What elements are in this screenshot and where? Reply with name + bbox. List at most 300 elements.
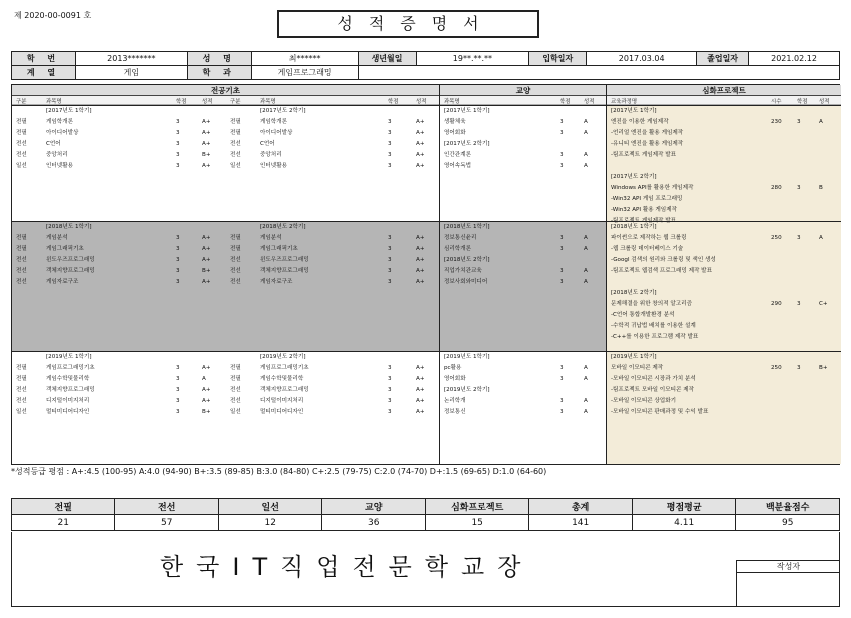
cell-grade: B+ — [819, 365, 828, 371]
table-row — [12, 139, 439, 150]
cell-credit: 3 — [176, 163, 180, 169]
name-value: 최****** — [251, 52, 358, 66]
col-subject: 과목명 — [46, 99, 62, 105]
table-row — [440, 363, 606, 374]
cell-type: 전필 — [230, 246, 241, 252]
cell-grade: A+ — [416, 365, 425, 371]
department-label: 학 과 — [187, 66, 251, 80]
liberal-section-title: 교양 — [440, 85, 606, 96]
summary-value: 36 — [322, 515, 425, 531]
cell-grade: A+ — [202, 130, 211, 136]
cell-credit: 3 — [388, 268, 392, 274]
cell-type: 전선 — [230, 257, 241, 263]
table-row — [607, 139, 841, 150]
cell-grade: A+ — [202, 141, 211, 147]
major-section — [12, 85, 440, 464]
cell-grade: A+ — [416, 246, 425, 252]
cell-subject: 게임학개론 — [46, 119, 74, 125]
cell-grade: A — [584, 246, 588, 252]
cell-subject: 멀티미디어디자인 — [260, 409, 304, 415]
cell-subject: C언어 — [46, 141, 61, 147]
table-row — [607, 183, 841, 194]
cell-credit: 3 — [797, 365, 801, 371]
student-info-table — [11, 51, 840, 80]
table-row — [440, 233, 606, 244]
table-row — [607, 161, 841, 172]
track-value: 게임 — [75, 66, 187, 80]
cell-course: -모바일 이모티콘 상업화기 — [611, 398, 677, 404]
table-row — [607, 266, 841, 277]
cell-course: -C언어 통합개발환경 분석 — [611, 312, 675, 318]
table-row — [12, 277, 439, 288]
table-row — [440, 277, 606, 288]
cell-type: 전선 — [230, 141, 241, 147]
summary-header-row — [12, 499, 840, 515]
cell-course: -웹 크롤링 데이터베이스 기술 — [611, 246, 684, 252]
cell-credit: 3 — [560, 152, 564, 158]
student-id-label: 학 번 — [12, 52, 76, 66]
cell-credit: 3 — [388, 376, 392, 382]
cell-grade: A+ — [416, 387, 425, 393]
department-value: 게임프로그래밍 — [251, 66, 358, 80]
major-section-title: 전공기초 — [12, 85, 439, 96]
table-row — [607, 332, 841, 343]
table-row — [440, 222, 606, 233]
cell-course: -수학적 귀납법 배치를 이용한 설계 — [611, 323, 696, 329]
table-row — [440, 128, 606, 139]
cell-course: -팀프로젝트 게임제작 발표 — [611, 218, 677, 224]
table-row — [12, 244, 439, 255]
cell-grade: A+ — [202, 163, 211, 169]
cell-credit: 3 — [797, 301, 801, 307]
table-row — [12, 150, 439, 161]
cell-course: [2017년도 1학기] — [611, 108, 657, 114]
table-row — [440, 352, 606, 363]
cell-subject: [2018년도 1학기] — [46, 224, 92, 230]
cell-type: 전선 — [16, 279, 27, 285]
cell-subject: 인터넷활용 — [260, 163, 288, 169]
cell-subject: [2019년도 1학기] — [46, 354, 92, 360]
graduation-value: 2021.02.12 — [749, 52, 840, 66]
cell-credit: 3 — [176, 279, 180, 285]
cell-course: -팀프로젝트 웹검색 프로그래밍 제작 발표 — [611, 268, 712, 274]
year-band — [607, 105, 841, 224]
cell-subject: 윈도우즈프로그래밍 — [46, 257, 95, 263]
col-grade: 성적 — [819, 99, 830, 105]
col-type-2: 구분 — [230, 99, 241, 105]
summary-header: 전필 — [12, 499, 115, 515]
table-row — [607, 128, 841, 139]
document-number: 제 2020-00-0091 호 — [14, 11, 92, 20]
cell-credit: 3 — [560, 268, 564, 274]
cell-subject: [2017년도 2학기] — [260, 108, 306, 114]
cell-grade: A — [584, 163, 588, 169]
summary-header: 총계 — [529, 499, 633, 515]
summary-value: 141 — [529, 515, 633, 531]
cell-subject: 직업가치관교육 — [444, 268, 482, 274]
cell-type: 전선 — [16, 141, 27, 147]
cell-subject: 윈도우즈프로그래밍 — [260, 257, 309, 263]
summary-value: 95 — [736, 515, 840, 531]
cell-subject: 게임분석 — [260, 235, 282, 241]
table-row — [12, 407, 439, 418]
cell-grade: A — [584, 365, 588, 371]
cell-credit: 3 — [560, 130, 564, 136]
table-row — [12, 106, 439, 117]
year-band — [12, 221, 439, 351]
cell-course: -Win32 API 활용 게임제작 — [611, 207, 678, 213]
summary-value-row — [12, 515, 840, 531]
cell-grade: A+ — [416, 152, 425, 158]
cell-subject: 객체지향프로그래밍 — [260, 387, 309, 393]
table-row — [607, 352, 841, 363]
cell-type: 전선 — [230, 268, 241, 274]
cell-course: [2018년도 2학기] — [611, 290, 657, 296]
cell-grade: A+ — [202, 279, 211, 285]
cell-type: 전선 — [16, 387, 27, 393]
col-grade: 성적 — [584, 99, 595, 105]
cell-subject: [2018년도 2학기] — [260, 224, 306, 230]
cell-type: 전선 — [230, 387, 241, 393]
cell-credit: 3 — [388, 365, 392, 371]
cell-course: [2018년도 1학기] — [611, 224, 657, 230]
table-row — [12, 255, 439, 266]
cell-subject: 게임그래픽기초 — [260, 246, 298, 252]
cell-subject: 영어회화 — [444, 130, 466, 136]
cell-credit: 3 — [388, 409, 392, 415]
cell-type: 전필 — [16, 246, 27, 252]
table-row — [440, 374, 606, 385]
summary-table — [11, 498, 840, 531]
cell-grade: A+ — [416, 163, 425, 169]
liberal-section — [440, 85, 607, 464]
summary-value: 4.11 — [632, 515, 736, 531]
table-row — [607, 205, 841, 216]
cell-credit: 3 — [176, 141, 180, 147]
cell-credit: 3 — [560, 365, 564, 371]
cell-subject: [2019년도 1학기] — [444, 354, 490, 360]
cell-grade: A+ — [416, 398, 425, 404]
cell-subject: 생활체육 — [444, 119, 466, 125]
cell-credit: 3 — [388, 398, 392, 404]
cell-credit: 3 — [560, 163, 564, 169]
cell-credit: 3 — [560, 398, 564, 404]
summary-header: 평점평균 — [632, 499, 736, 515]
cell-credit: 3 — [176, 257, 180, 263]
col-credit: 학점 — [797, 99, 808, 105]
table-row — [607, 150, 841, 161]
cell-subject: 게임그래픽기초 — [46, 246, 84, 252]
cell-type: 일선 — [16, 163, 27, 169]
track-label: 계 열 — [12, 66, 76, 80]
cell-credit: 3 — [388, 279, 392, 285]
cell-course: 엔진을 이용한 게임제작 — [611, 119, 669, 125]
table-row — [12, 233, 439, 244]
cell-course: -유니티 엔진을 활용 게임제작 — [611, 141, 684, 147]
cell-type: 전선 — [230, 398, 241, 404]
table-row — [607, 321, 841, 332]
cell-course: 파이썬으로 제작하는 웹 크롤링 — [611, 235, 687, 241]
cell-course: -C++를 이용한 프로그램 제작 발표 — [611, 334, 699, 340]
table-row — [12, 161, 439, 172]
grade-scale-note: *성적등급 평점 : A+:4.5 (100-95) A:4.0 (94-90) B+:3.5 (89-85) B:3.0 (84-80) C+:2.5 (79-75) C:2.0 (74-70) D+:1.5 (69-65) D:1.0 (64-60) — [11, 467, 547, 476]
cell-credit: 3 — [560, 409, 564, 415]
cell-type: 전선 — [16, 268, 27, 274]
cell-subject: 아이디어발상 — [260, 130, 293, 136]
cell-credit: 3 — [176, 268, 180, 274]
admission-value: 2017.03.04 — [587, 52, 697, 66]
cell-grade: A+ — [416, 279, 425, 285]
cell-subject: [2018년도 2학기] — [444, 257, 490, 263]
year-band — [607, 221, 841, 351]
cell-subject: 게임수학및물리학 — [46, 376, 90, 382]
cell-type: 전선 — [16, 398, 27, 404]
table-row — [12, 222, 439, 233]
summary-header: 심화프로젝트 — [425, 499, 528, 515]
cell-course: [2019년도 1학기] — [611, 354, 657, 360]
cell-grade: A — [584, 119, 588, 125]
cell-grade: A — [202, 376, 206, 382]
cell-credit: 3 — [560, 235, 564, 241]
table-row — [440, 139, 606, 150]
year-band — [440, 351, 606, 465]
cell-credit: 3 — [560, 119, 564, 125]
project-column-header — [607, 96, 841, 105]
graduation-label: 졸업일자 — [697, 52, 749, 66]
table-row — [440, 106, 606, 117]
cell-subject: C언어 — [260, 141, 275, 147]
cell-credit: 3 — [176, 376, 180, 382]
cell-credit: 3 — [176, 387, 180, 393]
cell-credit: 3 — [176, 365, 180, 371]
cell-credit: 3 — [797, 235, 801, 241]
summary-header: 일선 — [218, 499, 321, 515]
cell-grade: A+ — [416, 119, 425, 125]
cell-hours: 290 — [771, 301, 782, 307]
table-row — [440, 396, 606, 407]
table-row — [440, 150, 606, 161]
cell-credit: 3 — [560, 246, 564, 252]
cell-subject: 정보통신 — [444, 409, 466, 415]
cell-credit: 3 — [388, 163, 392, 169]
table-row — [607, 277, 841, 288]
cell-grade: A — [584, 409, 588, 415]
cell-subject: 게임수학및물리학 — [260, 376, 304, 382]
writer-label: 작성자 — [737, 561, 840, 573]
cell-subject: 게임자료구조 — [46, 279, 79, 285]
cell-grade: A — [584, 130, 588, 136]
cell-type: 전필 — [16, 119, 27, 125]
summary-value: 15 — [425, 515, 528, 531]
cell-course: 문제해결을 위한 창의적 알고리즘 — [611, 301, 692, 307]
cell-subject: 영어속독법 — [444, 163, 472, 169]
cell-subject: 객체지향프로그래밍 — [46, 268, 95, 274]
cell-type: 전필 — [230, 376, 241, 382]
cell-course: -팀프로젝트 모바일 이모티콘 제작 — [611, 387, 695, 393]
cell-hours: 280 — [771, 185, 782, 191]
table-row — [607, 244, 841, 255]
table-row — [607, 374, 841, 385]
cell-hours: 250 — [771, 235, 782, 241]
year-band — [12, 105, 439, 221]
cell-subject: 게임분석 — [46, 235, 68, 241]
cell-credit: 3 — [176, 246, 180, 252]
col-credit: 학점 — [176, 99, 187, 105]
cell-type: 전필 — [230, 365, 241, 371]
table-row — [607, 299, 841, 310]
cell-grade: A+ — [202, 365, 211, 371]
cell-grade: A — [584, 268, 588, 274]
col-credit: 학점 — [560, 99, 571, 105]
cell-subject: 게임프로그래밍기초 — [46, 365, 95, 371]
cell-course: -Win32 API 게임 프로그래밍 — [611, 196, 683, 202]
cell-subject: 심리학개론 — [444, 246, 472, 252]
cell-subject: 게임학개론 — [260, 119, 288, 125]
cell-grade: A+ — [416, 409, 425, 415]
cell-grade: A — [584, 152, 588, 158]
year-band — [440, 105, 606, 221]
cell-subject: 디지털이미지처리 — [46, 398, 90, 404]
cell-grade: B+ — [202, 409, 211, 415]
cell-credit: 3 — [388, 387, 392, 393]
cell-grade: A+ — [416, 130, 425, 136]
cell-grade: B — [819, 185, 823, 191]
school-name: 한국IT직업전문학교장 — [160, 553, 534, 581]
table-row — [607, 407, 841, 418]
table-row — [12, 385, 439, 396]
table-row — [607, 106, 841, 117]
cell-course: -언리얼 엔진을 활용 게임제작 — [611, 130, 684, 136]
cell-credit: 3 — [176, 398, 180, 404]
col-grade-2: 성적 — [416, 99, 427, 105]
table-row — [12, 363, 439, 374]
cell-type: 일선 — [16, 409, 27, 415]
summary-header: 백분율점수 — [736, 499, 840, 515]
admission-label: 입학일자 — [529, 52, 587, 66]
table-row — [607, 233, 841, 244]
cell-subject: [2019년도 2학기] — [444, 387, 490, 393]
cell-credit: 3 — [797, 185, 801, 191]
cell-subject: 정보사회와미디어 — [444, 279, 488, 285]
cell-subject: 정보통신윤리 — [444, 235, 477, 241]
cell-type: 전선 — [16, 257, 27, 263]
cell-credit: 3 — [797, 119, 801, 125]
table-row — [440, 266, 606, 277]
cell-credit: 3 — [176, 119, 180, 125]
cell-hours: 250 — [771, 365, 782, 371]
summary-header: 교양 — [322, 499, 425, 515]
info-empty-cell — [358, 66, 839, 80]
cell-type: 전필 — [230, 119, 241, 125]
cell-grade: A — [584, 398, 588, 404]
cell-subject: 멀티미디어디자인 — [46, 409, 90, 415]
table-row — [12, 266, 439, 277]
cell-subject: 객체지향프로그래밍 — [260, 268, 309, 274]
cell-subject: 중앙처리 — [260, 152, 282, 158]
cell-grade: A — [584, 235, 588, 241]
table-row — [12, 396, 439, 407]
cell-grade: A+ — [202, 398, 211, 404]
cell-subject: 객체지향프로그래밍 — [46, 387, 95, 393]
cell-subject: 논리학개 — [444, 398, 466, 404]
liberal-column-header — [440, 96, 606, 105]
cell-grade: A+ — [416, 257, 425, 263]
cell-subject: [2017년도 2학기] — [444, 141, 490, 147]
grades-table — [11, 84, 840, 465]
table-row — [440, 385, 606, 396]
cell-grade: A+ — [416, 376, 425, 382]
cell-subject: pc활용 — [444, 365, 462, 371]
year-band — [12, 351, 439, 465]
table-row — [12, 374, 439, 385]
cell-grade: A+ — [416, 268, 425, 274]
table-row — [440, 117, 606, 128]
cell-credit: 3 — [176, 152, 180, 158]
cell-credit: 3 — [176, 235, 180, 241]
cell-credit: 3 — [388, 235, 392, 241]
cell-grade: A — [584, 279, 588, 285]
cell-subject: 인간관계론 — [444, 152, 472, 158]
cell-course: [2017년도 2학기] — [611, 174, 657, 180]
cell-grade: A+ — [202, 257, 211, 263]
table-row — [607, 363, 841, 374]
summary-header: 전선 — [115, 499, 218, 515]
cell-credit: 3 — [176, 409, 180, 415]
table-row — [607, 117, 841, 128]
cell-credit: 3 — [388, 130, 392, 136]
cell-course: -팀프로젝트 게임제작 발표 — [611, 152, 677, 158]
cell-course: -Googl 검색의 원리와 크롤링 및 색인 생성 — [611, 257, 716, 263]
writer-box — [736, 560, 840, 607]
project-section-title: 심화프로젝트 — [607, 85, 841, 96]
cell-credit: 3 — [560, 376, 564, 382]
cell-subject: [2019년도 2학기] — [260, 354, 306, 360]
cell-course: -모바일 이모티콘 시장과 가치 분석 — [611, 376, 696, 382]
table-row — [607, 310, 841, 321]
cell-type: 일선 — [230, 409, 241, 415]
col-grade: 성적 — [202, 99, 213, 105]
col-hours: 시수 — [771, 99, 782, 105]
cell-course: 모바일 이모티콘 제작 — [611, 365, 664, 371]
cell-credit: 3 — [176, 130, 180, 136]
table-row — [12, 128, 439, 139]
cell-type: 전선 — [16, 152, 27, 158]
table-row — [607, 385, 841, 396]
summary-value: 57 — [115, 515, 218, 531]
cell-subject: [2018년도 1학기] — [444, 224, 490, 230]
birth-value: 19**.**.** — [416, 52, 529, 66]
project-section — [607, 85, 841, 464]
table-row — [607, 172, 841, 183]
cell-subject: 게임자료구조 — [260, 279, 293, 285]
cell-grade: A+ — [202, 235, 211, 241]
cell-grade: C+ — [819, 301, 828, 307]
cell-credit: 3 — [560, 279, 564, 285]
cell-credit: 3 — [388, 119, 392, 125]
cell-grade: A+ — [416, 235, 425, 241]
cell-subject: 게임프로그래밍기초 — [260, 365, 309, 371]
table-row — [440, 255, 606, 266]
col-subject: 과목명 — [444, 99, 460, 105]
cell-grade: A+ — [416, 141, 425, 147]
cell-credit: 3 — [388, 246, 392, 252]
cell-type: 전필 — [230, 235, 241, 241]
col-course: 교육과정명 — [611, 99, 638, 105]
table-row — [440, 161, 606, 172]
major-column-header — [12, 96, 439, 105]
cell-grade: A+ — [202, 387, 211, 393]
table-row — [607, 255, 841, 266]
